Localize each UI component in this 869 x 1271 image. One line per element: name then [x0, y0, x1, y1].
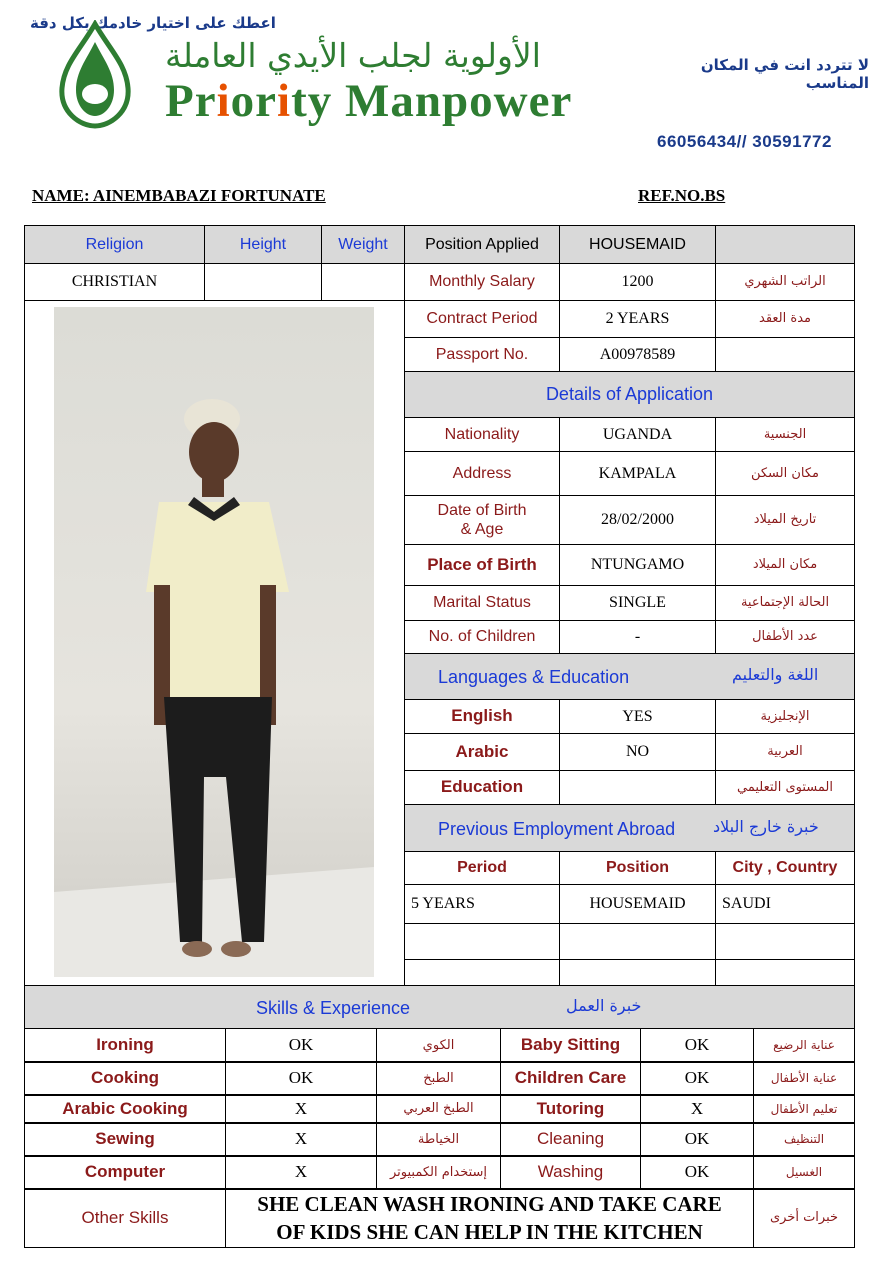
languages-title: Languages & Education — [438, 667, 630, 687]
address-value: KAMPALA — [559, 451, 716, 496]
skill-l-label: Arabic Cooking — [24, 1094, 226, 1124]
dob-value: 28/02/2000 — [559, 495, 716, 545]
employment-title-ar: خبرة خارج البلاد — [713, 817, 819, 836]
employment-empty-row — [404, 923, 560, 960]
skill-l-label: Ironing — [24, 1028, 226, 1063]
nationality-value: UGANDA — [559, 417, 716, 452]
employment-empty-row — [715, 923, 855, 960]
employment-row-position: HOUSEMAID — [559, 884, 716, 924]
religion-value: CHRISTIAN — [24, 263, 205, 301]
contract-label: Contract Period — [404, 300, 560, 338]
marital-label: Marital Status — [404, 585, 560, 621]
candidate-name: NAME: AINEMBABAZI FORTUNATE — [32, 186, 326, 205]
height-value — [204, 263, 322, 301]
employment-row-period: 5 YEARS — [404, 884, 560, 924]
position-empty — [715, 225, 855, 264]
position-label: Position Applied — [404, 225, 560, 264]
arabic-value: NO — [559, 733, 716, 771]
languages-title-ar: اللغة والتعليم — [732, 665, 819, 684]
employment-title: Previous Employment Abroad — [438, 819, 676, 839]
skill-r-ar: عناية الرضيع — [753, 1028, 855, 1063]
employment-period-header: Period — [404, 851, 560, 885]
candidate-photo — [54, 307, 374, 977]
skill-l-ar: إستخدام الكمبيوتر — [376, 1155, 501, 1190]
skill-r-ar: تعليم الأطفال — [753, 1094, 855, 1124]
dob-label: Date of Birth & Age — [404, 495, 560, 545]
skill-l-val: OK — [225, 1061, 377, 1096]
employment-position-header: Position — [559, 851, 716, 885]
skill-r-val: OK — [640, 1028, 754, 1063]
contract-label-ar: مدة العقد — [715, 300, 855, 338]
skill-r-val: OK — [640, 1155, 754, 1190]
arabic-label: Arabic — [404, 733, 560, 771]
address-label: Address — [404, 451, 560, 496]
skill-l-ar: الكوي — [376, 1028, 501, 1063]
passport-value: A00978589 — [559, 337, 716, 372]
passport-empty — [715, 337, 855, 372]
employment-row-city: SAUDI — [715, 884, 855, 924]
skill-r-label: Cleaning — [500, 1122, 641, 1157]
skill-r-val: OK — [640, 1122, 754, 1157]
skill-r-label: Washing — [500, 1155, 641, 1190]
employment-empty-row — [559, 923, 716, 960]
education-label-ar: المستوى التعليمي — [715, 770, 855, 805]
employment-city-header: City , Country — [715, 851, 855, 885]
passport-label: Passport No. — [404, 337, 560, 372]
skills-header — [24, 985, 855, 1029]
salary-label-ar: الراتب الشهري — [715, 263, 855, 301]
skill-r-ar: الغسيل — [753, 1155, 855, 1190]
nationality-label-ar: الجنسية — [715, 417, 855, 452]
skill-r-ar: التنظيف — [753, 1122, 855, 1157]
skill-l-ar: الطبخ العربي — [376, 1094, 501, 1124]
skill-r-label: Tutoring — [500, 1094, 641, 1124]
religion-header: Religion — [24, 225, 205, 264]
skill-l-label: Sewing — [24, 1122, 226, 1157]
position-value: HOUSEMAID — [559, 225, 716, 264]
marital-label-ar: الحالة الإجتماعية — [715, 585, 855, 621]
skill-r-val: OK — [640, 1061, 754, 1096]
birthplace-value: NTUNGAMO — [559, 544, 716, 586]
employment-empty-row — [715, 959, 855, 986]
children-label: No. of Children — [404, 620, 560, 654]
skill-l-val: OK — [225, 1028, 377, 1063]
skills-title: Skills & Experience — [256, 998, 411, 1018]
english-label-ar: الإنجليزية — [715, 699, 855, 734]
company-logo — [50, 20, 140, 130]
education-label: Education — [404, 770, 560, 805]
skill-l-val: X — [225, 1122, 377, 1157]
birthplace-label: Place of Birth — [404, 544, 560, 586]
weight-value — [321, 263, 405, 301]
phone-numbers: 66056434// 30591772 — [657, 132, 832, 151]
education-value — [559, 770, 716, 805]
height-header: Height — [204, 225, 322, 264]
other-skills-label-ar: خبرات أخرى — [753, 1188, 855, 1248]
skill-l-val: X — [225, 1094, 377, 1124]
slogan: لا تتردد انت في المكان المناسب — [700, 56, 869, 92]
reference-number: REF.NO.BS — [638, 186, 726, 205]
other-skills-label: Other Skills — [24, 1188, 226, 1248]
skill-l-ar: الخياطة — [376, 1122, 501, 1157]
other-skills-text: SHE CLEAN WASH IRONING AND TAKE CARE OF KIDS SHE CAN HELP IN THE KITCHEN — [225, 1188, 754, 1248]
weight-header: Weight — [321, 225, 405, 264]
employment-empty-row — [559, 959, 716, 986]
contract-value: 2 YEARS — [559, 300, 716, 338]
logo-arabic-name: الأولوية لجلب الأيدي العاملة — [165, 36, 541, 75]
skill-l-label: Computer — [24, 1155, 226, 1190]
arabic-label-ar: العربية — [715, 733, 855, 771]
skill-r-ar: عناية الأطفال — [753, 1061, 855, 1096]
dob-label-ar: تاريخ الميلاد — [715, 495, 855, 545]
english-label: English — [404, 699, 560, 734]
skill-r-label: Baby Sitting — [500, 1028, 641, 1063]
children-label-ar: عدد الأطفال — [715, 620, 855, 654]
nationality-label: Nationality — [404, 417, 560, 452]
skill-l-label: Cooking — [24, 1061, 226, 1096]
skill-l-ar: الطبخ — [376, 1061, 501, 1096]
skill-l-val: X — [225, 1155, 377, 1190]
birthplace-label-ar: مكان الميلاد — [715, 544, 855, 586]
top-tagline: اعطك على اختيار خادمك بكل دقة — [30, 14, 276, 32]
english-value: YES — [559, 699, 716, 734]
person-figure-icon — [54, 307, 374, 977]
skill-r-label: Children Care — [500, 1061, 641, 1096]
children-value: - — [559, 620, 716, 654]
logo-english-name: Priority Manpower — [165, 75, 573, 127]
salary-value: 1200 — [559, 263, 716, 301]
employment-empty-row — [404, 959, 560, 986]
address-label-ar: مكان السكن — [715, 451, 855, 496]
marital-value: SINGLE — [559, 585, 716, 621]
salary-label: Monthly Salary — [404, 263, 560, 301]
skill-r-val: X — [640, 1094, 754, 1124]
details-title: Details of Application — [404, 371, 855, 418]
skills-title-ar: خبرة العمل — [566, 996, 642, 1015]
logo-emblem-icon — [50, 20, 140, 130]
